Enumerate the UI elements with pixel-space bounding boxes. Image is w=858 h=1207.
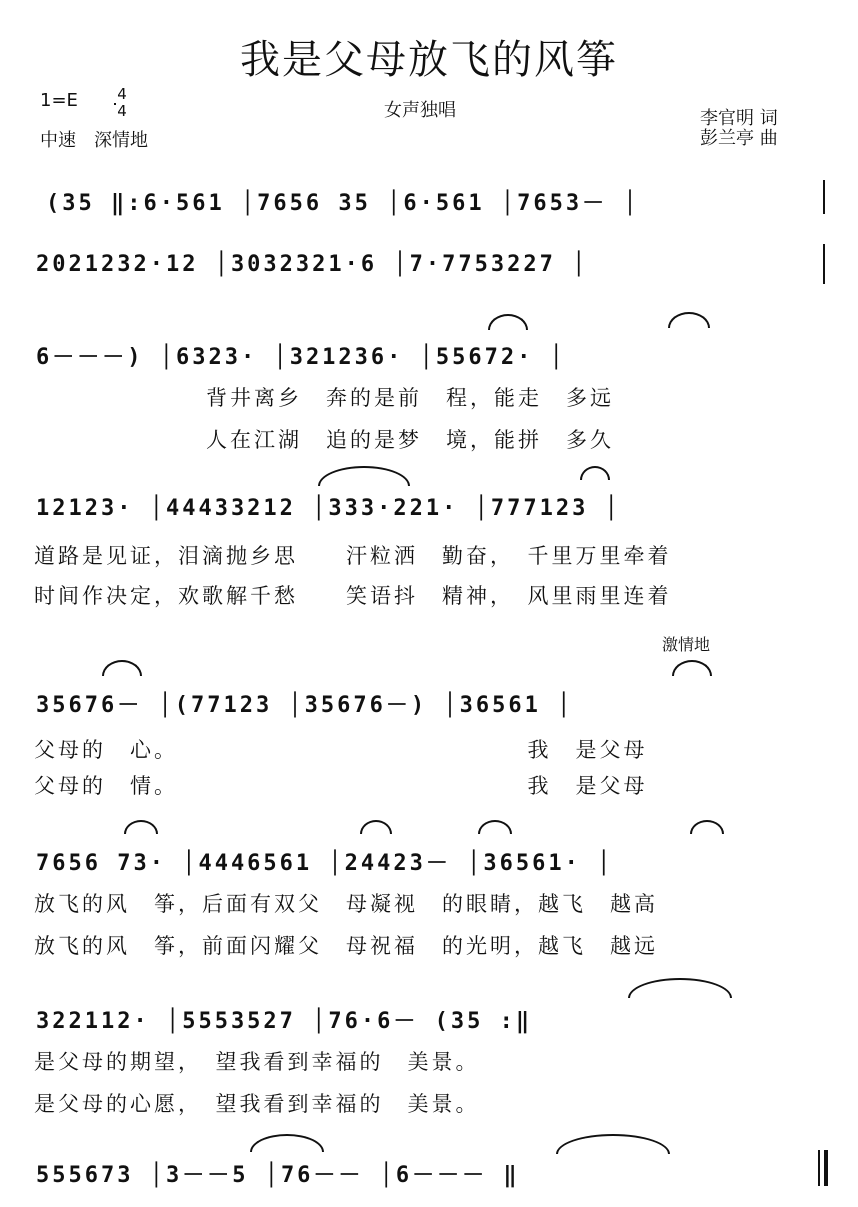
score-row-1: (35 ‖:6·561 │7656 35 │6·561 │7653－ │ [46, 191, 640, 216]
expression-marking: 激情地 [662, 635, 711, 654]
tie-mark [668, 312, 710, 328]
lyrics-verse-2: 放飞的风 筝，前面闪耀父 母祝福 的光明，越飞 越远 [34, 934, 658, 958]
tie-mark [488, 314, 528, 330]
slur-mark [250, 1134, 324, 1152]
page-title: 我是父母放飞的风筝 [240, 37, 618, 83]
tie-mark [580, 466, 610, 480]
score-row-2: 2021232·12 │3032321·6 │7·7753227 │ [36, 252, 589, 277]
composer-credit: 彭兰亭 曲 [700, 128, 778, 149]
lyricist-credit: 李官明 词 [700, 108, 778, 129]
key-signature: 1=E [40, 90, 78, 111]
lyrics-verse-2: 父母的 情。 我 是父母 [34, 774, 648, 798]
tie-mark [360, 820, 392, 834]
lyrics-verse-1: 放飞的风 筝，后面有双父 母凝视 的眼睛，越飞 越高 [34, 892, 658, 916]
score-row-6: 7656 73· │4446561 │24423－ │36561· │ [36, 851, 614, 876]
lyrics-verse-2: 是父母的心愿， 望我看到幸福的 美景。 [34, 1092, 480, 1116]
score-row-7: 322112· │5553527 │76·6－ (35 :‖ [36, 1009, 533, 1034]
slur-mark [628, 978, 732, 998]
score-row-8: 555673 │3－－5 │76－－ │6－－－ ‖ [36, 1163, 520, 1188]
score-row-5: 35676－ │(77123 │35676－) │36561 │ [36, 693, 574, 718]
lyrics-verse-1: 是父母的期望， 望我看到幸福的 美景。 [34, 1050, 480, 1074]
performance-type: 女声独唱 [384, 100, 456, 121]
tie-mark [478, 820, 512, 834]
score-row-4: 12123· │44433212 │333·221· │777123 │ [36, 496, 621, 521]
slur-mark [556, 1134, 670, 1154]
tempo-marking: 中速 深情地 [40, 130, 148, 151]
tie-mark [672, 660, 712, 676]
score-row-3: 6－－－) │6323· │321236· │55672· │ [36, 345, 566, 370]
time-signature [114, 86, 130, 120]
lyrics-verse-2: 时间作决定，欢歌解千愁 笑语抖 精神， 风里雨里连着 [34, 584, 672, 608]
lyrics-verse-1: 父母的 心。 我 是父母 [34, 738, 648, 762]
tie-mark [102, 660, 142, 676]
lyrics-verse-2: 人在江湖 追的是梦 境，能拼 多久 [206, 428, 614, 452]
slur-mark [318, 466, 410, 486]
tie-mark [690, 820, 724, 834]
tie-mark [124, 820, 158, 834]
lyrics-verse-1: 道路是见证，泪滴抛乡思 汗粒洒 勤奋， 千里万里牵着 [34, 544, 672, 568]
lyrics-verse-1: 背井离乡 奔的是前 程，能走 多远 [206, 386, 614, 410]
time-signature-bottom: 4 [117, 102, 127, 120]
time-signature-top: 4 [117, 85, 127, 103]
